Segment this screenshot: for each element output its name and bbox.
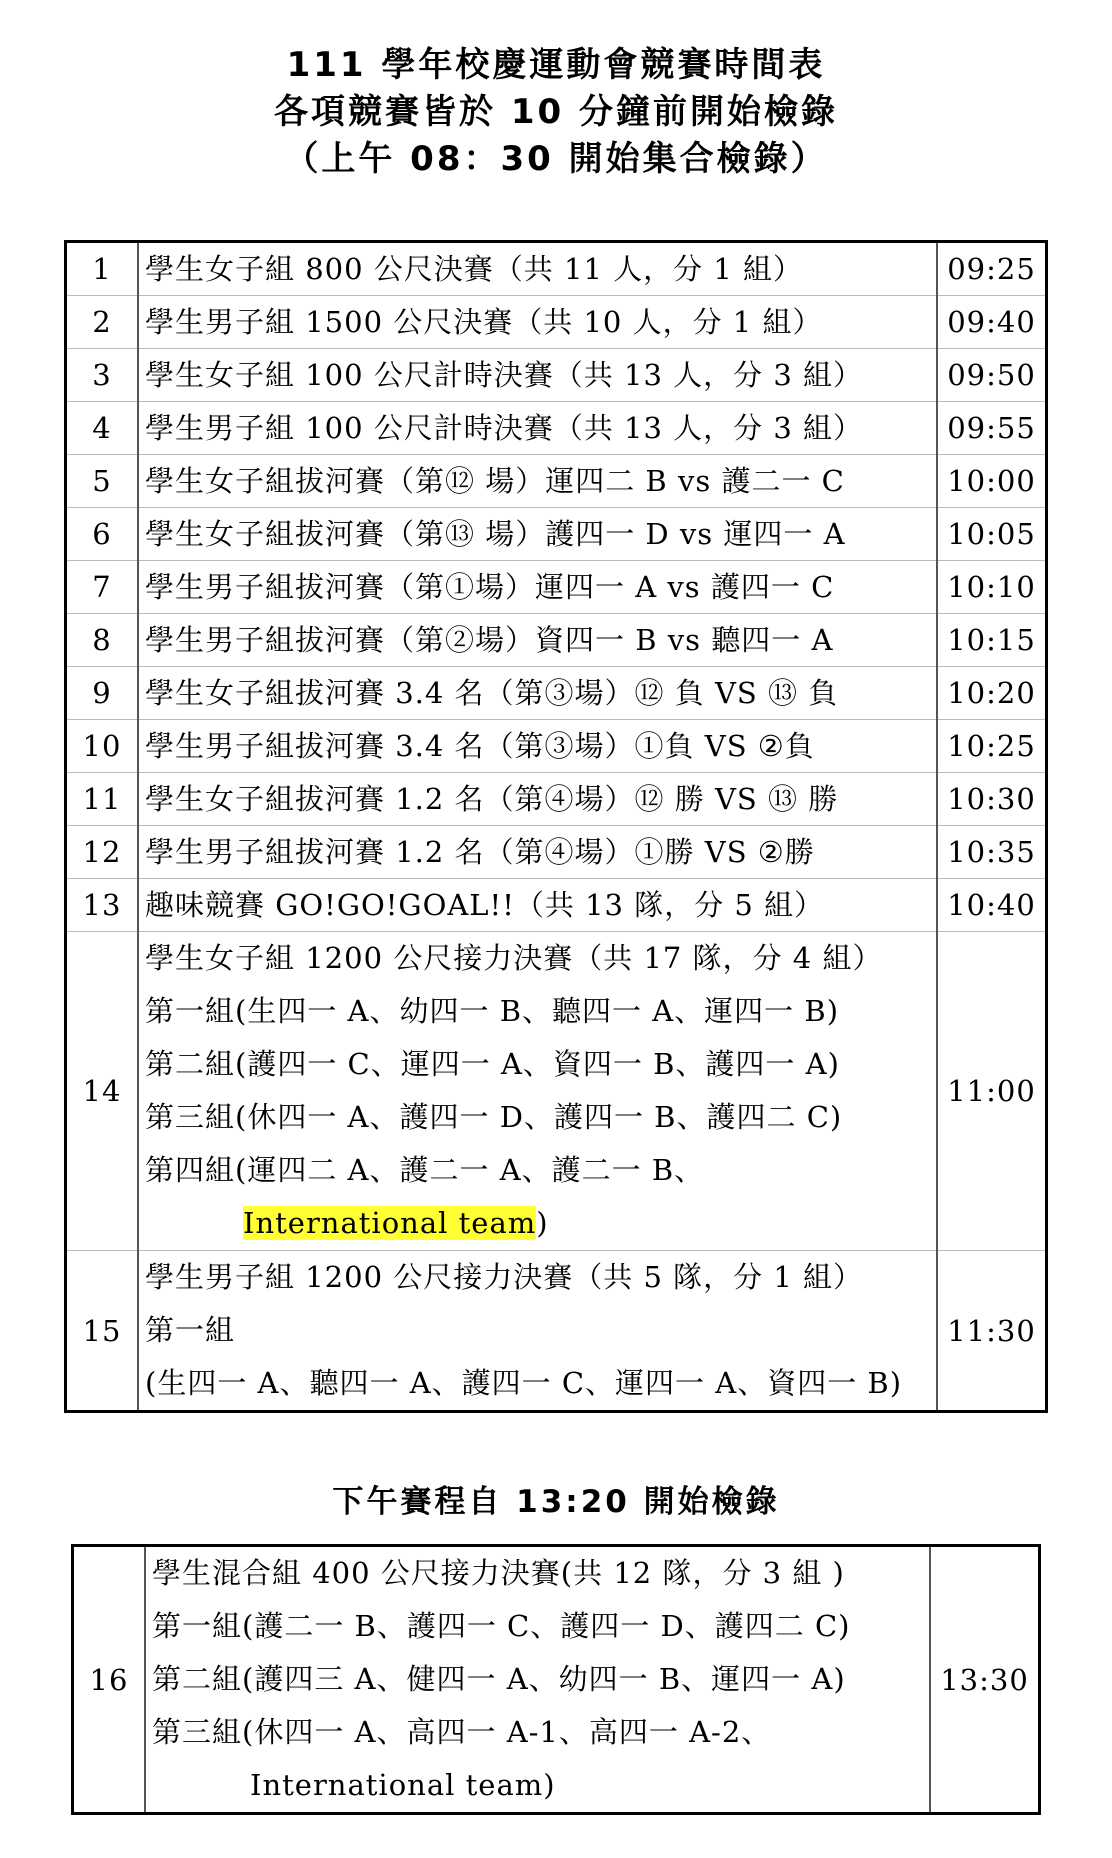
title-line-2: 各項競賽皆於 10 分鐘前開始檢錄 (274, 92, 838, 132)
event-time: 10:40 (937, 879, 1047, 932)
row-number: 1 (66, 242, 139, 296)
event-line: 第四組(運四二 A、護二一 A、護二一 B、 (145, 1153, 705, 1187)
event-description: 學生男子組拔河賽（第②場）資四一 B vs 聽四一 A (138, 614, 937, 667)
schedule-row-5 (66, 455, 1047, 508)
event-line: 第二組(護四一 C、運四一 A、資四一 B、護四一 A) (145, 1047, 840, 1081)
event-line: 第一組(生四一 A、幼四一 B、聽四一 A、運四一 B) (145, 994, 840, 1028)
event-time: 10:10 (937, 561, 1047, 614)
event-line: 第二組(護四三 A、健四一 A、幼四一 B、運四一 A) (152, 1662, 846, 1696)
row-number: 6 (66, 508, 139, 561)
schedule-row-13 (66, 879, 1047, 932)
event-time: 10:15 (937, 614, 1047, 667)
event-line: 第三組(休四一 A、護四一 D、護四一 B、護四二 C) (145, 1100, 843, 1134)
highlighted-team: International team (243, 1206, 537, 1240)
event-description: 學生男子組 100 公尺計時決賽（共 13 人，分 3 組） (138, 402, 937, 455)
event-time: 10:00 (937, 455, 1047, 508)
schedule-row-8 (66, 614, 1047, 667)
event-time: 09:25 (937, 242, 1047, 296)
event-line: 學生男子組 1200 公尺接力決賽（共 5 隊，分 1 組） (145, 1260, 864, 1294)
event-description: 學生男子組拔河賽 1.2 名（第④場）①勝 VS ②勝 (138, 826, 937, 879)
event-description: 學生男子組 1500 公尺決賽（共 10 人，分 1 組） (138, 296, 937, 349)
event-time: 11:00 (937, 932, 1047, 1251)
event-description: 學生女子組 100 公尺計時決賽（共 13 人，分 3 組） (138, 349, 937, 402)
event-line: 學生女子組 1200 公尺接力決賽（共 17 隊，分 4 組） (145, 941, 883, 975)
schedule-row-14 (66, 932, 1047, 1251)
event-line: 第一組(護二一 B、護四一 C、護四一 D、護四二 C) (152, 1609, 851, 1643)
row-number: 2 (66, 296, 139, 349)
row-number: 16 (73, 1546, 146, 1814)
schedule-row-15 (66, 1251, 1047, 1412)
row-number: 8 (66, 614, 139, 667)
event-description: 趣味競賽 GO!GO!GOAL!!（共 13 隊，分 5 組） (138, 879, 937, 932)
document-title (0, 42, 1112, 183)
event-time: 10:25 (937, 720, 1047, 773)
event-time: 10:35 (937, 826, 1047, 879)
row-number: 13 (66, 879, 139, 932)
row-number: 5 (66, 455, 139, 508)
schedule-row-12 (66, 826, 1047, 879)
event-line (145, 1197, 930, 1250)
row-number: 15 (66, 1251, 139, 1412)
event-time: 11:30 (937, 1251, 1047, 1412)
event-description (138, 932, 937, 1251)
event-time: 13:30 (930, 1546, 1040, 1814)
schedule-row-11 (66, 773, 1047, 826)
event-description: 學生女子組 800 公尺決賽（共 11 人，分 1 組） (138, 242, 937, 296)
row-number: 12 (66, 826, 139, 879)
event-time: 09:50 (937, 349, 1047, 402)
event-time: 10:20 (937, 667, 1047, 720)
schedule-row-1 (66, 242, 1047, 296)
title-line-3: （上午 08：30 開始集合檢錄） (284, 139, 828, 179)
event-description (138, 1251, 937, 1412)
row-number: 14 (66, 932, 139, 1251)
event-time: 10:30 (937, 773, 1047, 826)
event-description (145, 1546, 930, 1814)
event-time: 09:40 (937, 296, 1047, 349)
event-description: 學生男子組拔河賽 3.4 名（第③場）①負 VS ②負 (138, 720, 937, 773)
row-number: 4 (66, 402, 139, 455)
schedule-row-10 (66, 720, 1047, 773)
event-description: 學生女子組拔河賽 3.4 名（第③場）⑫ 負 VS ⑬ 負 (138, 667, 937, 720)
event-line: International team) (250, 1768, 556, 1802)
event-time: 10:05 (937, 508, 1047, 561)
event-description: 學生女子組拔河賽 1.2 名（第④場）⑫ 勝 VS ⑬ 勝 (138, 773, 937, 826)
event-description: 學生女子組拔河賽（第⑫ 場）運四二 B vs 護二一 C (138, 455, 937, 508)
event-description: 學生女子組拔河賽（第⑬ 場）護四一 D vs 運四一 A (138, 508, 937, 561)
schedule-row-9 (66, 667, 1047, 720)
row-number: 7 (66, 561, 139, 614)
schedule-row-6 (66, 508, 1047, 561)
row-number: 11 (66, 773, 139, 826)
row-number: 10 (66, 720, 139, 773)
title-line-1: 111 學年校慶運動會競賽時間表 (286, 45, 826, 85)
morning-schedule-table (64, 240, 1048, 1413)
afternoon-heading: 下午賽程自 13:20 開始檢錄 (332, 1484, 780, 1520)
schedule-row-3 (66, 349, 1047, 402)
event-time: 09:55 (937, 402, 1047, 455)
schedule-row-7 (66, 561, 1047, 614)
afternoon-schedule-table (71, 1544, 1041, 1815)
closing-paren: ) (536, 1206, 549, 1240)
schedule-row-4 (66, 402, 1047, 455)
event-line: 第一組 (145, 1313, 236, 1347)
schedule-row-16 (73, 1546, 1040, 1814)
row-number: 3 (66, 349, 139, 402)
event-line: 第三組(休四一 A、高四一 A-1、高四一 A-2、 (152, 1715, 772, 1749)
schedule-row-2 (66, 296, 1047, 349)
event-line: 學生混合組 400 公尺接力決賽(共 12 隊，分 3 組 ) (152, 1556, 845, 1590)
row-number: 9 (66, 667, 139, 720)
event-line: (生四一 A、聽四一 A、護四一 C、運四一 A、資四一 B) (145, 1366, 903, 1400)
event-description: 學生男子組拔河賽（第①場）運四一 A vs 護四一 C (138, 561, 937, 614)
